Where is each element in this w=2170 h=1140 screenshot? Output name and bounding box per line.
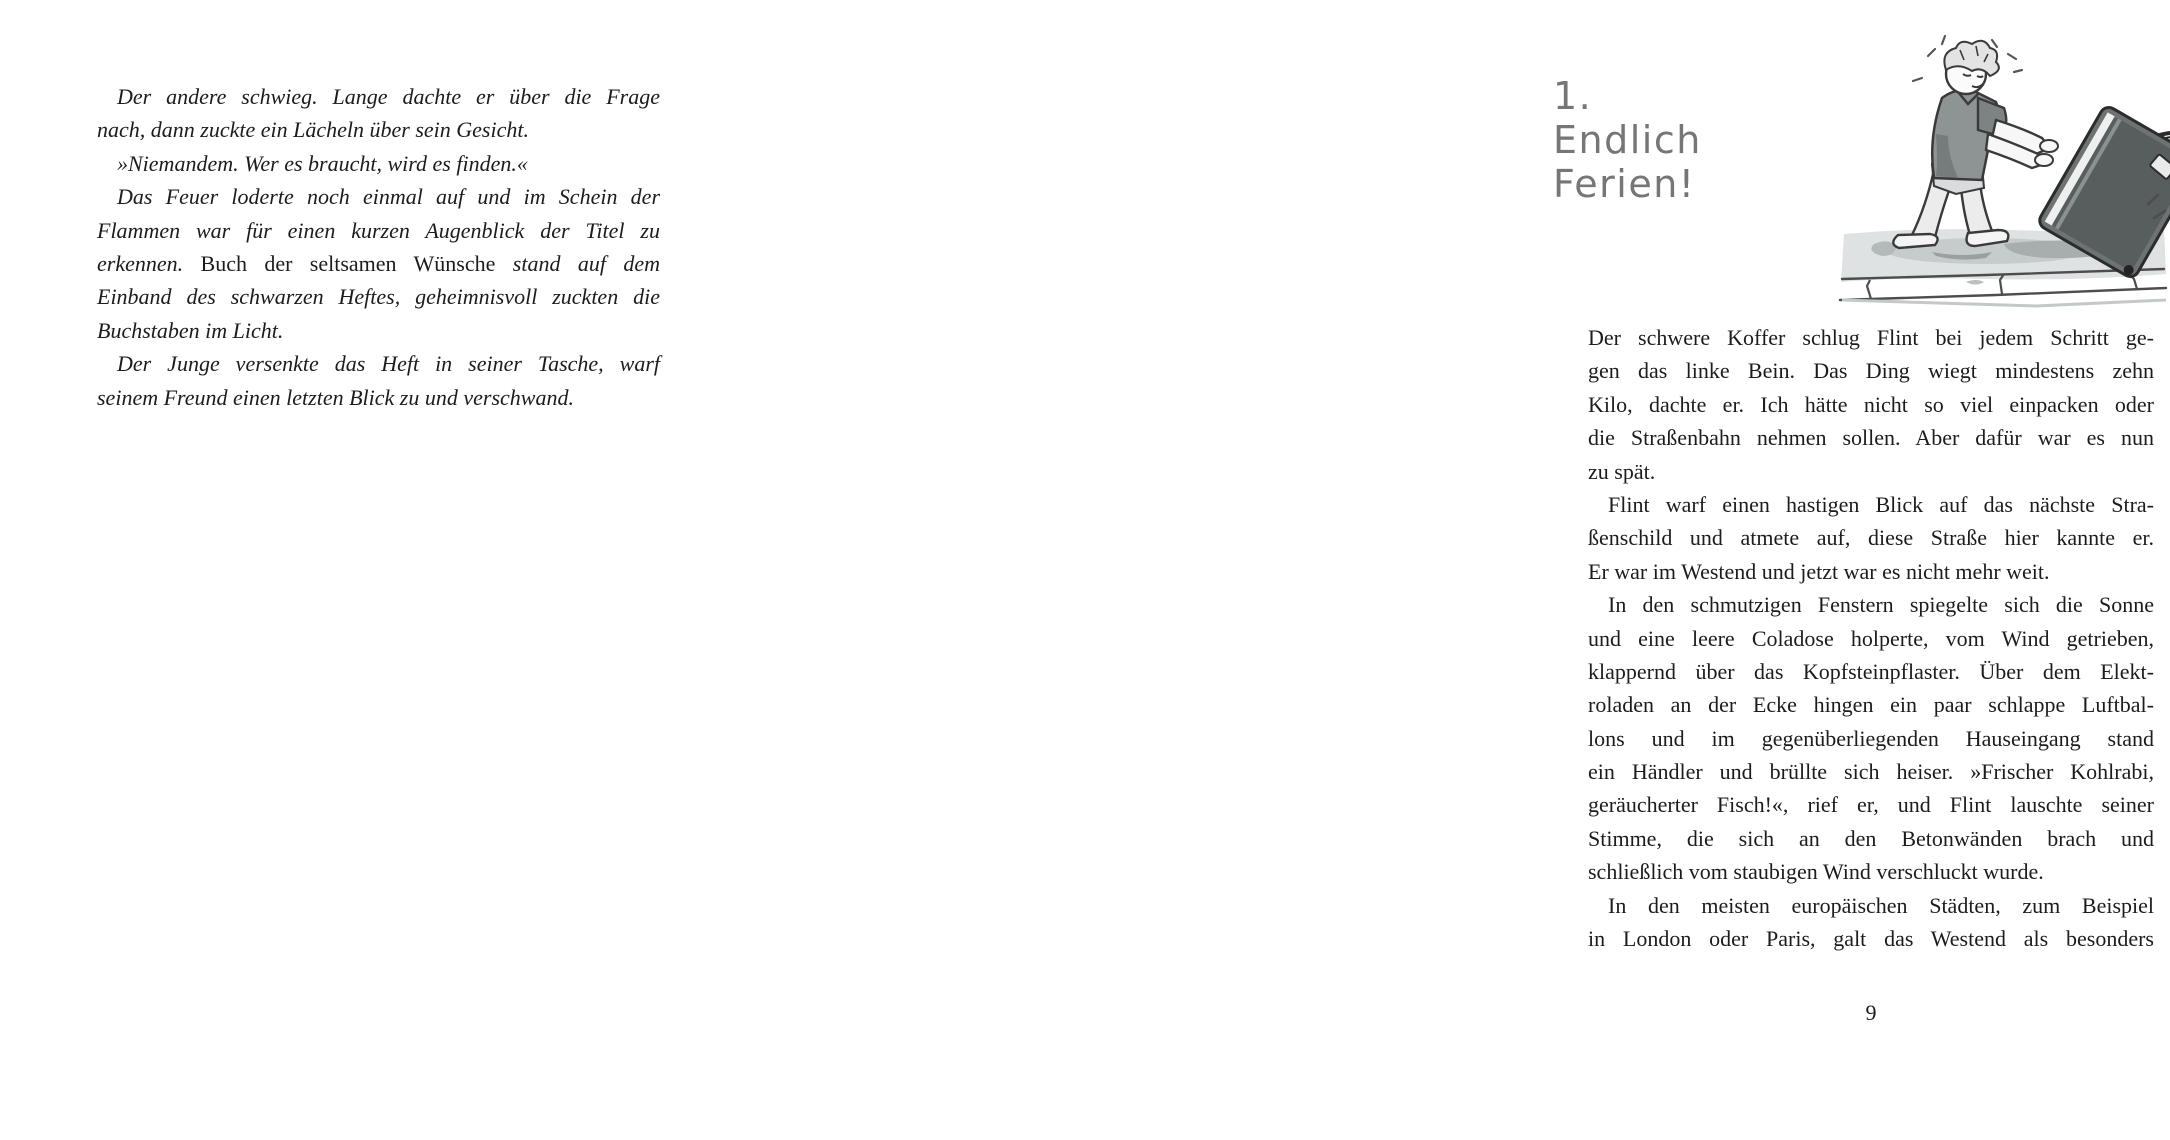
right-text-block bbox=[1588, 321, 2154, 955]
text-line: In den schmutzigen Fenstern spiegelte sich die Sonne bbox=[1608, 592, 2154, 618]
text-line: Der Junge versenkte das Heft in seiner Tasche, warf bbox=[117, 351, 660, 377]
boy-with-suitcase-illustration bbox=[1836, 38, 2170, 314]
text-line: ein Händler und brüllte sich heiser. »Frischer Kohlrabi, bbox=[1588, 759, 2154, 785]
illustration-drawing bbox=[1836, 38, 2170, 314]
text-line: Einband des schwarzen Heftes, geheimnisvoll zuckten die bbox=[97, 284, 660, 310]
paragraph bbox=[97, 180, 660, 347]
text-line: gen das linke Bein. Das Ding wiegt mindestens zehn bbox=[1588, 358, 2154, 384]
paragraph bbox=[97, 80, 660, 147]
paragraph bbox=[1588, 488, 2154, 588]
book-title-mention: Buch der seltsamen Wünsche bbox=[200, 250, 496, 276]
text-line: In den meisten europäischen Städten, zum Beispiel bbox=[1608, 892, 2154, 918]
text-line: lons und im gegenüberliegenden Hauseingang stand bbox=[1588, 725, 2154, 751]
chapter-title: 1. Endlich Ferien! bbox=[1553, 74, 1702, 206]
text-line: Der schwere Koffer schlug Flint bei jedem Schritt ge- bbox=[1588, 325, 2154, 350]
text-line: Der andere schwieg. Lange dachte er über die Frage bbox=[117, 84, 660, 109]
text-line: Buchstaben im Licht. bbox=[97, 317, 284, 343]
right-page bbox=[750, 0, 2154, 1140]
text-line: die Straßenbahn nehmen sollen. Aber dafür war es nun bbox=[1588, 425, 2154, 451]
text-segment: erkennen. bbox=[97, 250, 201, 276]
text-line: roladen an der Ecke hingen ein paar schlappe Luftbal- bbox=[1588, 692, 2154, 718]
text-line: ßenschild und atmete auf, diese Straße hier kannte er. bbox=[1588, 525, 2154, 551]
text-line bbox=[97, 247, 660, 280]
text-line: schließlich vom staubigen Wind verschluckt wurde. bbox=[1588, 859, 2044, 885]
left-page bbox=[0, 0, 750, 1140]
text-line: seinem Freund einen letzten Blick zu und verschwand. bbox=[97, 384, 574, 410]
text-line: »Niemandem. Wer es braucht, wird es finden.« bbox=[117, 150, 528, 176]
left-text-block bbox=[97, 80, 660, 414]
text-line: Er war im Westend und jetzt war es nicht mehr weit. bbox=[1588, 558, 2050, 584]
paragraph bbox=[1588, 889, 2154, 956]
text-line: in London oder Paris, galt das Westend als besonders bbox=[1588, 926, 2154, 952]
text-line: zu spät. bbox=[1588, 458, 1656, 484]
text-segment: stand auf dem bbox=[495, 250, 660, 276]
paragraph bbox=[1588, 321, 2154, 488]
text-line: und eine leere Coladose holperte, vom Wind getrieben, bbox=[1588, 625, 2154, 651]
text-line: klappernd über das Kopfsteinpflaster. Über dem Elekt- bbox=[1588, 658, 2154, 684]
text-line: geräucherter Fisch!«, rief er, und Flint lauschte seiner bbox=[1588, 792, 2154, 818]
text-line: Flint warf einen hastigen Blick auf das nächste Stra- bbox=[1608, 491, 2154, 517]
text-line: Stimme, die sich an den Betonwänden brach und bbox=[1588, 825, 2154, 851]
text-line: Kilo, dachte er. Ich hätte nicht so viel einpacken oder bbox=[1588, 391, 2154, 417]
paragraph bbox=[1588, 588, 2154, 889]
text-line: Das Feuer loderte noch einmal auf und im Schein der bbox=[117, 184, 660, 210]
page-number: 9 bbox=[1865, 1000, 1877, 1025]
text-line: nach, dann zuckte ein Lächeln über sein Gesicht. bbox=[97, 117, 529, 143]
paragraph bbox=[97, 147, 660, 180]
paragraph bbox=[97, 347, 660, 414]
text-line: Flammen war für einen kurzen Augenblick der Titel zu bbox=[97, 217, 660, 243]
